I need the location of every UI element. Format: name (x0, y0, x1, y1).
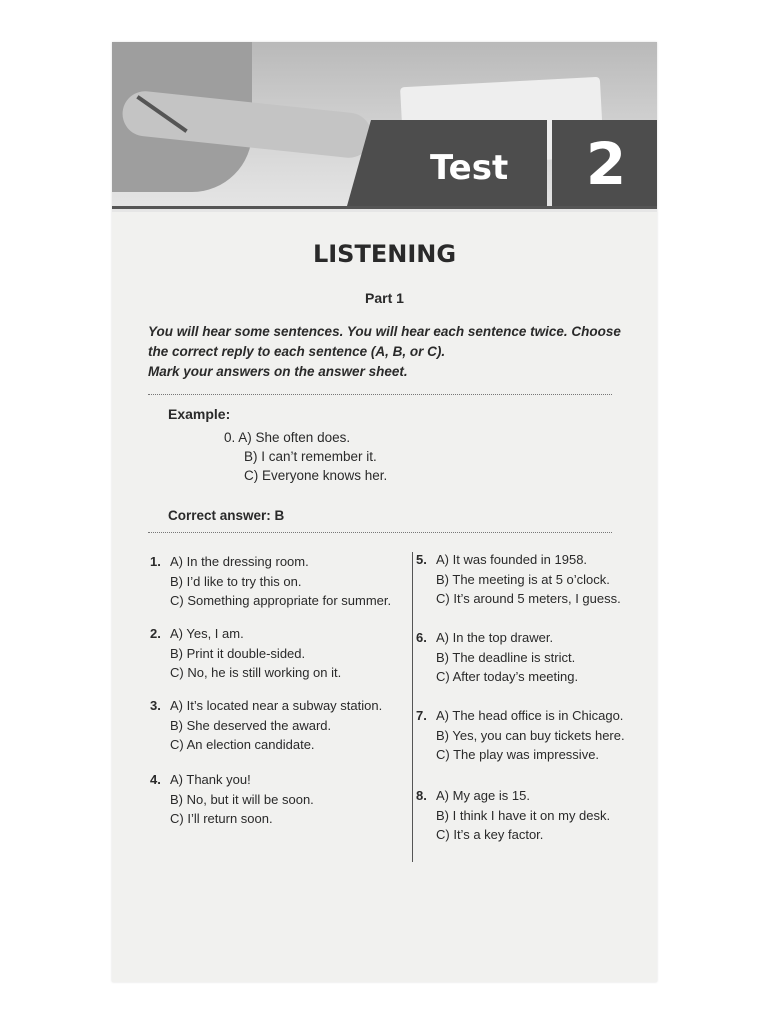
option-b: B) I’d like to try this on. (170, 573, 302, 589)
instruction-line: You will hear some sentences. You will hear each sentence twice. Choose (148, 324, 621, 339)
option-c: C) After today’s meeting. (436, 669, 579, 684)
option-b: B) I think I have it on my desk. (436, 807, 611, 823)
option-b: B) Yes, you can buy tickets here. (436, 727, 625, 743)
option-a: A) It’s located near a subway station. (170, 698, 383, 713)
option-b: B) The deadline is strict. (436, 649, 576, 665)
question-number: 5. (416, 552, 427, 567)
correct-answer: Correct answer: B (168, 508, 285, 523)
option-c: C) I’ll return soon. (170, 811, 273, 826)
test-label: Test (430, 148, 509, 188)
option-a: A) In the dressing room. (170, 554, 309, 569)
test-page (112, 42, 657, 982)
question-number: 8. (416, 788, 427, 803)
option-c: C) It’s a key factor. (436, 827, 544, 842)
question-number: 2. (150, 626, 161, 641)
question-number: 7. (416, 708, 427, 723)
column-divider (412, 552, 413, 862)
header-divider (112, 206, 657, 209)
example-line: C) Everyone knows her. (244, 468, 388, 483)
option-a: A) It was founded in 1958. (436, 552, 588, 567)
question-number: 3. (150, 698, 161, 713)
example-line: B) I can’t remember it. (244, 449, 377, 464)
option-c: C) An election candidate. (170, 737, 315, 752)
section-title: LISTENING (312, 240, 457, 268)
option-a: A) My age is 15. (436, 788, 530, 803)
option-c: C) No, he is still working on it. (170, 665, 342, 680)
question-number: 6. (416, 630, 427, 645)
option-b: B) Print it double-sided. (170, 645, 306, 661)
option-c: C) Something appropriate for summer. (170, 593, 392, 608)
question-number: 1. (150, 554, 161, 569)
question-number: 4. (150, 772, 161, 787)
instruction-line: the correct reply to each sentence (A, B, or C). (148, 344, 446, 359)
option-c: C) The play was impressive. (436, 747, 600, 762)
example-line: 0. A) She often does. (224, 430, 351, 445)
option-b: B) The meeting is at 5 o’clock. (436, 571, 610, 587)
test-number: 2 (585, 130, 627, 198)
instructions (148, 322, 621, 382)
option-a: A) In the top drawer. (436, 630, 554, 645)
option-a: A) Yes, I am. (170, 626, 244, 641)
option-b: B) No, but it will be soon. (170, 791, 314, 807)
option-a: A) The head office is in Chicago. (436, 708, 624, 723)
dotted-divider (148, 532, 612, 533)
example-title: Example: (168, 406, 231, 422)
option-c: C) It’s around 5 meters, I guess. (436, 591, 621, 606)
option-a: A) Thank you! (170, 772, 251, 787)
option-b: B) She deserved the award. (170, 717, 332, 733)
part-title: Part 1 (365, 290, 404, 306)
instruction-line: Mark your answers on the answer sheet. (148, 364, 408, 379)
dotted-divider (148, 394, 612, 395)
